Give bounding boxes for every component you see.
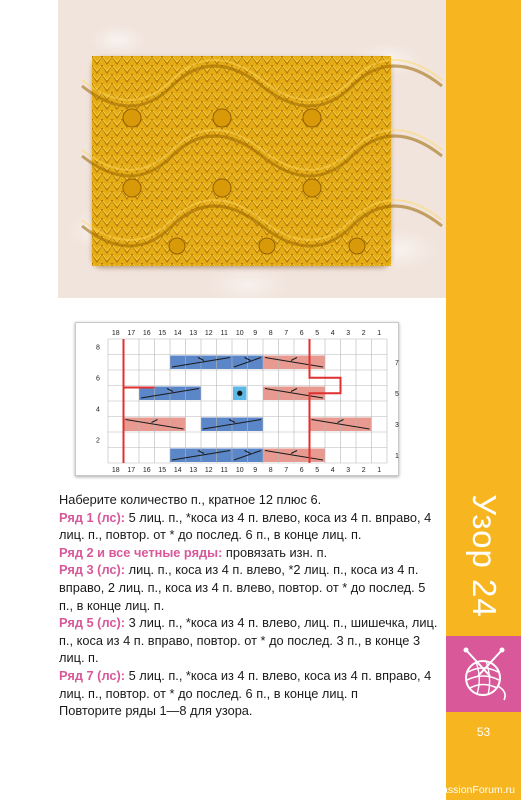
row-number-right-7: 7	[395, 359, 399, 367]
row-1-text: 5 лиц. п., *коса из 4 п. влево, коса из 4 п. вправо, 4 лиц. п., повтор. от * до послед. 6 п., в конце лиц. п.	[59, 509, 432, 543]
col-number-bottom-13: 13	[189, 467, 198, 474]
col-number-bottom-6: 6	[299, 467, 304, 474]
col-number-top-9: 9	[253, 330, 258, 337]
col-number-top-17: 17	[127, 330, 136, 337]
intro-text: Наберите количество п., кратное 12 плюс 6.	[59, 492, 322, 507]
col-number-bottom-11: 11	[220, 467, 228, 474]
col-number-top-4: 4	[330, 330, 335, 337]
col-number-top-5: 5	[315, 330, 320, 337]
pattern-title-text: Узор 24	[465, 493, 503, 618]
yarn-ball-icon	[446, 636, 521, 712]
row-7-label: Ряд 7 (лс):	[59, 667, 126, 683]
col-number-bottom-8: 8	[268, 467, 273, 474]
row-2-text: провязать изн. п.	[222, 544, 328, 560]
row-number-left-6: 6	[96, 375, 100, 383]
row-number-left-8: 8	[96, 344, 100, 352]
col-number-bottom-15: 15	[158, 467, 167, 474]
col-number-bottom-7: 7	[284, 467, 289, 474]
row-number-right-5: 5	[395, 390, 399, 398]
row-number-left-4: 4	[96, 406, 100, 414]
col-number-bottom-2: 2	[361, 467, 366, 474]
col-number-bottom-17: 17	[127, 467, 136, 474]
row-2-label: Ряд 2 и все четные ряды:	[59, 544, 223, 560]
col-number-bottom-14: 14	[173, 467, 182, 474]
col-number-top-11: 11	[220, 330, 228, 337]
row-number-right-3: 3	[395, 421, 399, 429]
col-number-top-1: 1	[377, 330, 382, 337]
row-7-text: 5 лиц. п., *коса из 4 п. влево, коса из 4 п. вправо, 4 лиц. п., повтор. от * до послед. 6 п., в конце лиц. п	[59, 667, 432, 701]
page-number: 53	[476, 725, 491, 739]
row-5	[59, 614, 439, 667]
col-number-bottom-9: 9	[253, 467, 258, 474]
col-number-bottom-16: 16	[142, 467, 151, 474]
row-2	[59, 544, 439, 562]
col-number-top-10: 10	[235, 330, 244, 337]
knitting-chart	[75, 322, 399, 476]
col-number-top-12: 12	[204, 330, 213, 337]
row-5-text: 3 лиц. п., *коса из 4 п. влево, лиц. п., шишечка, лиц. п., коса из 4 п. вправо, повтор. от * до послед. 3 п., в конце 3 лиц. п.	[59, 615, 438, 666]
col-number-top-7: 7	[284, 330, 289, 337]
instructions	[59, 491, 439, 720]
col-number-top-14: 14	[173, 330, 182, 337]
pattern-title	[446, 478, 521, 633]
col-number-top-6: 6	[299, 330, 304, 337]
col-number-bottom-3: 3	[346, 467, 351, 474]
bobble-dot	[237, 391, 242, 396]
col-number-bottom-12: 12	[204, 467, 213, 474]
knitted-sample-photo	[92, 56, 391, 266]
row-3-text: лиц. п., коса из 4 п. влево, *2 лиц. п., коса из 4 п. вправо, 2 лиц. п., коса из 4 п. влево, повтор. от * до послед. 5 п., в конце лиц. п.	[59, 562, 426, 613]
col-number-top-16: 16	[142, 330, 151, 337]
col-number-top-13: 13	[189, 330, 198, 337]
row-3-label: Ряд 3 (лс):	[59, 562, 126, 578]
row-number-left-2: 2	[96, 437, 100, 445]
col-number-top-18: 18	[111, 330, 120, 337]
col-number-bottom-10: 10	[235, 467, 244, 474]
row-5-label: Ряд 5 (лс):	[59, 615, 126, 631]
row-number-right-1: 1	[395, 452, 399, 460]
col-number-top-15: 15	[158, 330, 167, 337]
col-number-bottom-18: 18	[111, 467, 120, 474]
row-3	[59, 561, 439, 614]
col-number-bottom-4: 4	[330, 467, 335, 474]
row-1-label: Ряд 1 (лс):	[59, 509, 126, 525]
col-number-top-2: 2	[361, 330, 366, 337]
row-1	[59, 509, 439, 544]
col-number-top-3: 3	[346, 330, 351, 337]
outro-text: Повторите ряды 1—8 для узора.	[59, 703, 253, 719]
watermark: PassionForum.ru	[435, 784, 515, 796]
row-7	[59, 667, 439, 702]
col-number-top-8: 8	[268, 330, 273, 337]
col-number-bottom-5: 5	[315, 467, 320, 474]
col-number-bottom-1: 1	[377, 467, 382, 474]
